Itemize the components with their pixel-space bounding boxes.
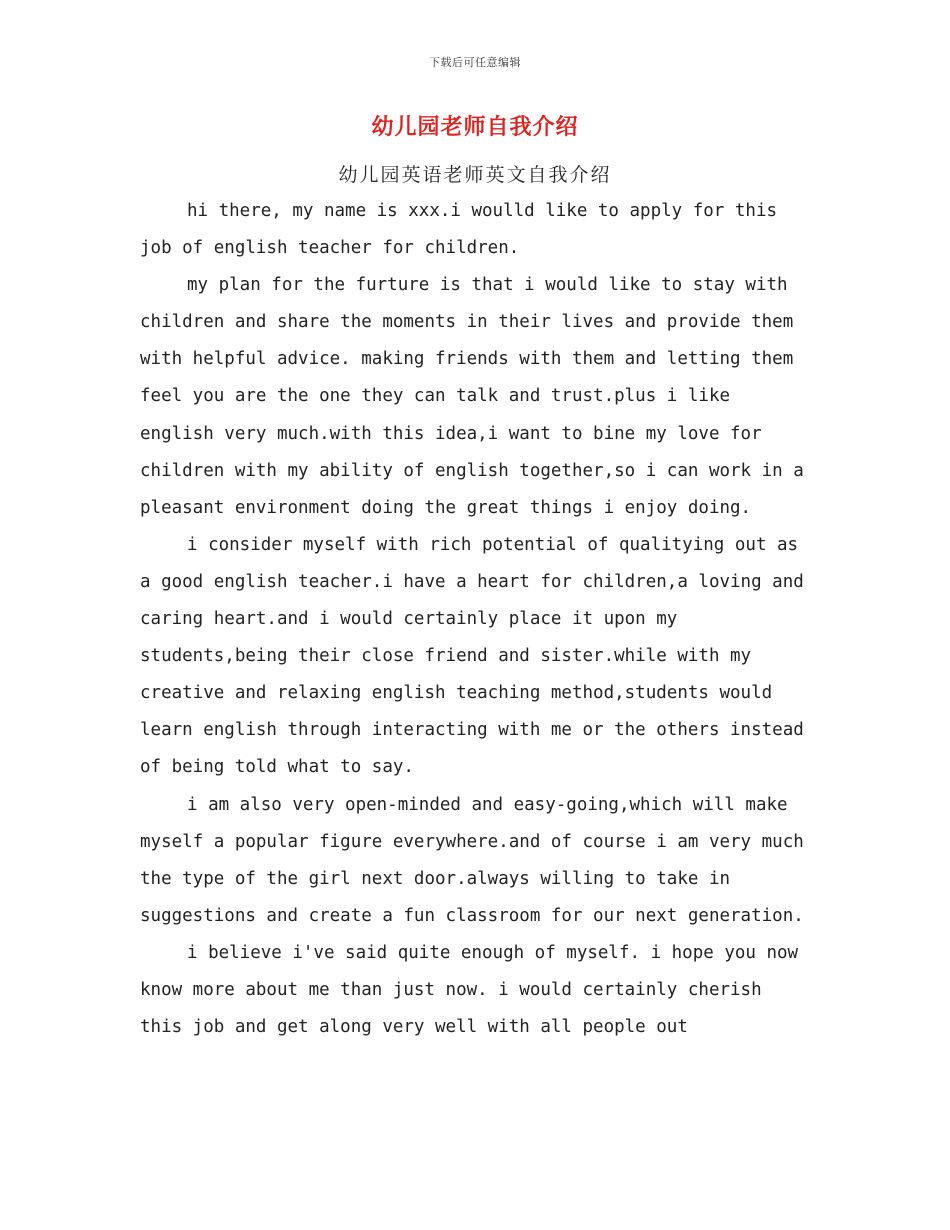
paragraph-personality: i am also very open-minded and easy-going,which will make myself a popular figure everywhere.and of course i am very much the type of the girl next door.always willing to take in suggestions and create a fun classroom for our next generation. (140, 794, 804, 926)
document-title: 幼儿园老师自我介绍 (371, 115, 579, 140)
header-note: 下载后可任意编辑 (429, 56, 521, 69)
document-subtitle: 幼儿园英语老师英文自我介绍 (338, 164, 612, 186)
document-body (140, 193, 812, 1046)
paragraph-closing: i believe i've said quite enough of myself. i hope you now know more about me than just now. i would certainly cherish this job and get along very well with all people out (140, 942, 799, 1038)
paragraph-plan: my plan for the furture is that i would like to stay with children and share the moments in their lives and provide them with helpful advice. making friends with them and letting them feel you are the one they can talk and trust.plus i like english very much.with this idea,i want to bine my love for children with my ability of english together,so i can work in a pleasant environment doing the great things i enjoy doing. (140, 275, 804, 518)
paragraph-potential: i consider myself with rich potential of qualitying out as a good english teacher.i have a heart for children,a loving and caring heart.and i would certainly place it upon my students,being their close friend and sister.while with my creative and relaxing english teaching method,students would learn english through interacting with me or the others instead of being told what to say. (140, 534, 804, 778)
paragraph-intro: hi there, my name is xxx.i woulld like to apply for this job of english teacher for children. (140, 201, 778, 259)
